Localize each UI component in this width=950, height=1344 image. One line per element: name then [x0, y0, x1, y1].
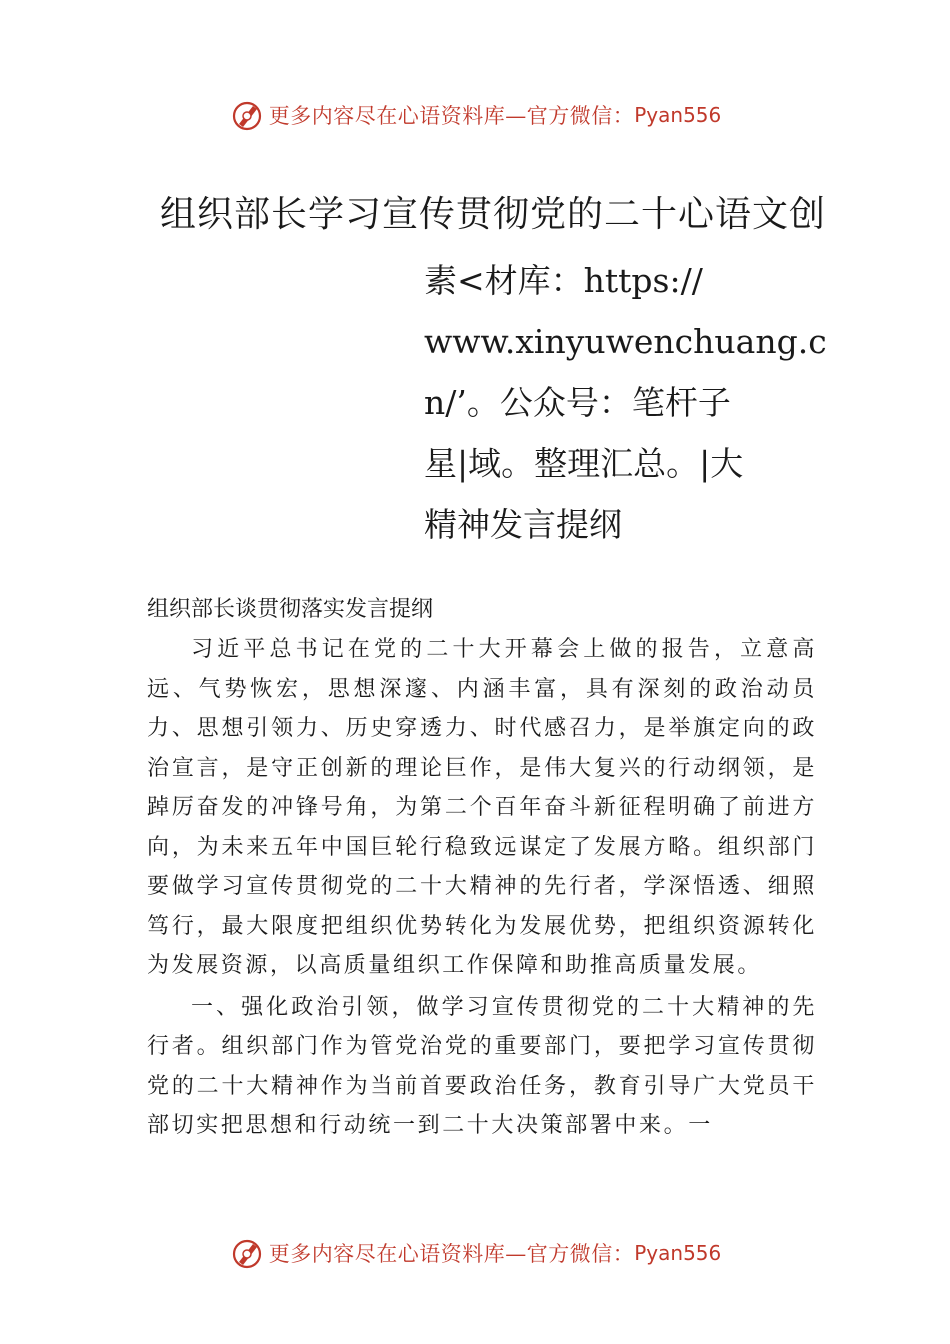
- title-line: www.xinyuwenchuang.c: [424, 322, 827, 361]
- body-paragraph: 习近平总书记在党的二十大开幕会上做的报告，立意高远、气势恢宏，思想深邃、内涵丰富，具有深刻的政治动员力、思想引领力、历史穿透力、时代感召力，是举旗定向的政治宣言，是守正创新的理论巨作，是伟大复兴的行动纲领，是踔厉奋发的冲锋号角，为第二个百年奋斗新征程明确了前进方向，为未来五年中国巨轮行稳致远谋定了发展方略。组织部门要做学习宣传贯彻党的二十大精神的先行者，学深悟透、细照笃行，最大限度把组织优势转化为发展优势，把组织资源转化为发展资源，以高质量组织工作保障和助推高质量发展。: [147, 637, 817, 978]
- watermark-contact: Pyan556: [634, 103, 722, 127]
- title-continuation: [424, 250, 827, 555]
- watermark-text: 更多内容尽在心语资料库—官方微信：: [268, 104, 635, 128]
- watermark-contact: Pyan556: [634, 1241, 722, 1265]
- title-line: 素<材库：https://: [424, 261, 703, 300]
- title-line: 精神发言提纲: [424, 505, 622, 544]
- watermark-banner-top: [0, 95, 950, 135]
- document-body: [147, 630, 817, 1146]
- title-line: n/’。公众号：笔杆子: [424, 383, 731, 422]
- title-line: 星|域。整理汇总。|大: [424, 444, 744, 483]
- document-title: 组织部长学习宣传贯彻党的二十心语文创: [160, 194, 827, 235]
- red-pen-circle-logo-icon: [229, 97, 265, 133]
- watermark-text: 更多内容尽在心语资料库—官方微信：: [268, 1242, 635, 1266]
- red-pen-circle-logo-icon: [229, 1235, 265, 1271]
- watermark-banner-bottom: [0, 1233, 950, 1273]
- body-paragraph: 一、强化政治引领，做学习宣传贯彻党的二十大精神的先行者。组织部门作为管党治党的重要部门，要把学习宣传贯彻党的二十大精神作为当前首要政治任务，教育引导广大党员干部切实把思想和行动统一到二十大决策部署中来。一: [147, 994, 817, 1138]
- section-subtitle: 组织部长谈贯彻落实发言提纲: [147, 597, 434, 622]
